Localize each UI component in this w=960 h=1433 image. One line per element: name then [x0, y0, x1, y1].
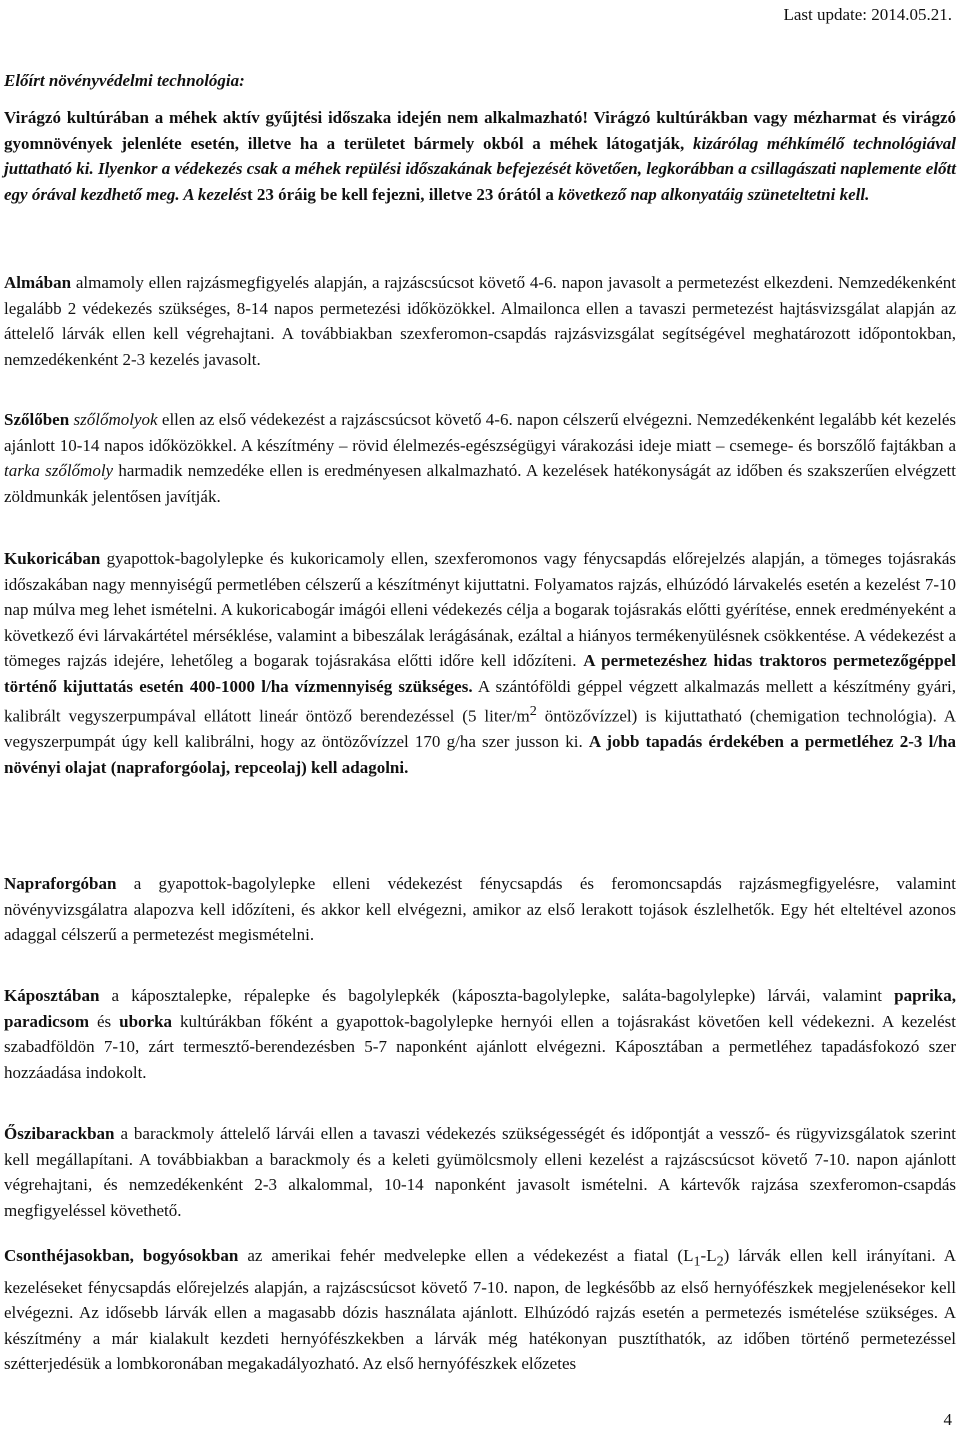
bee-technology-text: kizárólag méhkímélő technológiával juttatható ki. Ilyenkor a védekezés csak a méhek repülési időszakának befejezését követően, legkorábban a csillagászati naplemente előtt egy órával kezdhető meg. A kezelés [4, 133, 956, 204]
crop-name-stone-fruit: Csonthéjasokban, bogyósokban [4, 1246, 239, 1265]
sunflower-text: a gyapottok-bagolylepke elleni védekezést fénycsapdás és feromoncsapdás rajzásmegfigyelésre, valamint növényvizsgálatra alapozva kell időzíteni, és akkor kell elvégezni, amikor az első lerakott tojások észlelhetők. Egy hét elteltével azonos adaggal célszerű a permetezést megismételni. [4, 874, 956, 944]
page-number: 4 [943, 1410, 952, 1429]
crop-name-grape: Szőlőben [4, 410, 70, 429]
bee-pause-text: következő nap alkonyatáig szüneteltetni kell. [558, 184, 870, 204]
stone-fruit-text-3: ) lárvák ellen kell irányítani. A kezeléseket fénycsapdás előrejelzés alapján, a rajzáscsúcsot követő 7-10. napon, de legkésőbb az első hernyófészkek megjelenésekor kell elvégezni. Az idősebb lárvák ellen a magasabb dózis használata ajánlott. Elhúzódó rajzás esetén a permetezés ismételése szükséges. A készítmény a már kialakult kezdeti hernyófészkekben a lárvák még hatékonyan pusztíthatók, az időben történő permetezéssel szétterjedésük a lombkoronában megakadályozható. Az első hernyófészkek előzetes [4, 1246, 956, 1374]
crop-name-cucumber: uborka [119, 1011, 173, 1031]
crop-name-apple: Almában [4, 273, 72, 292]
pest-name-variegated-moth: tarka szőlőmoly [4, 461, 114, 480]
paragraph-grape [4, 407, 956, 509]
paragraph-maize [4, 546, 956, 780]
maize-bold-oil-additive: A jobb tapadás érdekében a permetléhez 2-3 l/ha növényi olajat (napraforgóolaj, repceolaj) kell adagolni. [4, 732, 956, 777]
crop-name-peach: Őszibarackban [4, 1124, 115, 1143]
paragraph-cabbage [4, 983, 956, 1085]
pest-name-grape-moth: szőlőmolyok [73, 410, 158, 429]
paragraph-stone-fruit [4, 1243, 956, 1377]
bee-warning-text: Virágzó kultúrában a méhek aktív gyűjtési időszaka idején nem alkalmazható! Virágzó kultúrákban vagy mézharmat és virágzó gyomnövények jelenléte esetén, illetve ha a területet bármely okból a méhek látogatják, [4, 108, 956, 153]
section-title: Előírt növényvédelmi technológia: [4, 71, 245, 90]
stone-fruit-text-2: -L [700, 1246, 717, 1265]
paragraph-sunflower [4, 871, 956, 948]
cabbage-text-2: és [89, 1011, 120, 1031]
maize-text-2: A szántóföldi géppel végzett alkalmazás mellett a készítmény gyári, kalibrált vegyszerpumpával ellátott lineár öntöző berendezéssel (5 liter/m [4, 676, 956, 726]
maize-bold-water-volume: A permetezéshez hidas traktoros permetezőgéppel történő kijuttatás esetén 400-1000 l/ha vízmennyiség szükséges. [4, 651, 957, 696]
maize-text-1: gyapottok-bagolylepke és kukoricamoly ellen, szexferomonos vagy fénycsapdás előrejelzés alapján, a tömeges tojásrakás időszakában nagy mennyiségű permetlében célszerű a készítményt kijuttatni. Folyamatos rajzás, elhúzódó lárvakelés esetén a kezelést 7-10 nap múlva meg lehet ismételni. A kukoricabogár imágói elleni védekezés célja a bogarak tojásrakás előtti gyérítése, ennek eredményeként a következő évi lárvakártétel mérséklése, valamint a bibeszálak lerágásának, ezáltal a hiányos termékenyülésnek csökkentése. A védekezést a tömeges rajzás idejére, lehetőleg a bogarak tojásrakása előtti időre kell időzíteni. [4, 549, 956, 670]
last-update-date: Last update: 2014.05.21. [783, 5, 952, 24]
superscript-2: 2 [529, 703, 537, 719]
peach-text: a barackmoly áttelelő lárvái ellen a tavaszi védekezés szükségességét és időpontját a vessző- és rügyvizsgálatok szerint kell megállapítani. A továbbiakban a barackmoly és a keleti gyümölcsmoly elleni kezelést a rajzáscsúcsot követő 7-10. napon ajánlott végrehajtani, és nemzedékenként 2-3 alkalommal, 10-14 naponként javasolt ismételni. A kártevők rajzása szexferomon-csapdás megfigyeléssel követhető. [4, 1124, 956, 1220]
crop-name-maize: Kukoricában [4, 549, 101, 568]
stone-fruit-text-1: az amerikai fehér medvelepke ellen a védekezést a fiatal (L [238, 1246, 694, 1265]
apple-text: almamoly ellen rajzásmegfigyelés alapján, a rajzáscsúcsot követő 4-6. napon javasolt a permetezést elkezdeni. Nemzedékenként legalább 2 védekezés szükséges, 8-14 napos permetezési időközökkel. Almailonca ellen a tavaszi permetezést hajtásvizsgálat alapján az áttelelő lárvák ellen kell végrehajtani. A továbbiakban szexferomon-csapdás rajzásvizsgálat segítségével meghatározott időpontokban, nemzedékenként 2-3 kezelés javasolt. [4, 273, 956, 369]
bee-time-text: t 23 óráig be kell fejezni, illetve 23 órától a [247, 184, 559, 204]
grape-text-2: harmadik nemzedéke ellen is eredményesen alkalmazható. A kezelések hatékonyságát az időben és szakszerűen elvégzett zöldmunkák jelentősen javítják. [4, 461, 956, 506]
maize-text-3: öntözővízzel) is kijuttatható (chemigation technológia). A vegyszerpumpát úgy kell kalibrálni, hogy az öntözővízzel 170 g/ha szer jusson ki. [4, 706, 957, 752]
document-page [4, 0, 956, 1433]
subscript-2: 2 [716, 1253, 724, 1270]
crop-name-sunflower: Napraforgóban [4, 874, 117, 893]
paragraph-peach [4, 1121, 956, 1223]
paragraph-bee-protection [4, 105, 956, 207]
cabbage-text-3: kultúrákban főként a gyapottok-bagolylepke hernyói ellen a tojásrakást követően kell védekezni. A kezelést szabadföldön 7-10, zárt termesztő-berendezésben 5-7 naponként ajánlott elvégezni. Káposztában a permetléhez tapadásfokozó szer hozzáadása indokolt. [4, 1011, 956, 1082]
paragraph-apple [4, 270, 956, 372]
grape-text-1: ellen az első védekezést a rajzáscsúcsot követő 4-6. napon célszerű elvégezni. Nemzedékenként legalább két kezelés ajánlott 10-14 napos időközökkel. A készítmény – rövid élelmezés-egészségügyi várakozási ideje miatt – csemege- és borszőlő fajtákban a [4, 410, 957, 455]
cabbage-text-1: a káposztalepke, répalepke és bagolylepkék (káposzta-bagolylepke, saláta-bagolylepke) lárvái, valamint [99, 986, 895, 1005]
crop-name-cabbage: Káposztában [4, 986, 100, 1005]
subscript-1: 1 [693, 1253, 701, 1270]
crop-name-pepper-tomato: paprika, paradicsom [4, 986, 956, 1031]
